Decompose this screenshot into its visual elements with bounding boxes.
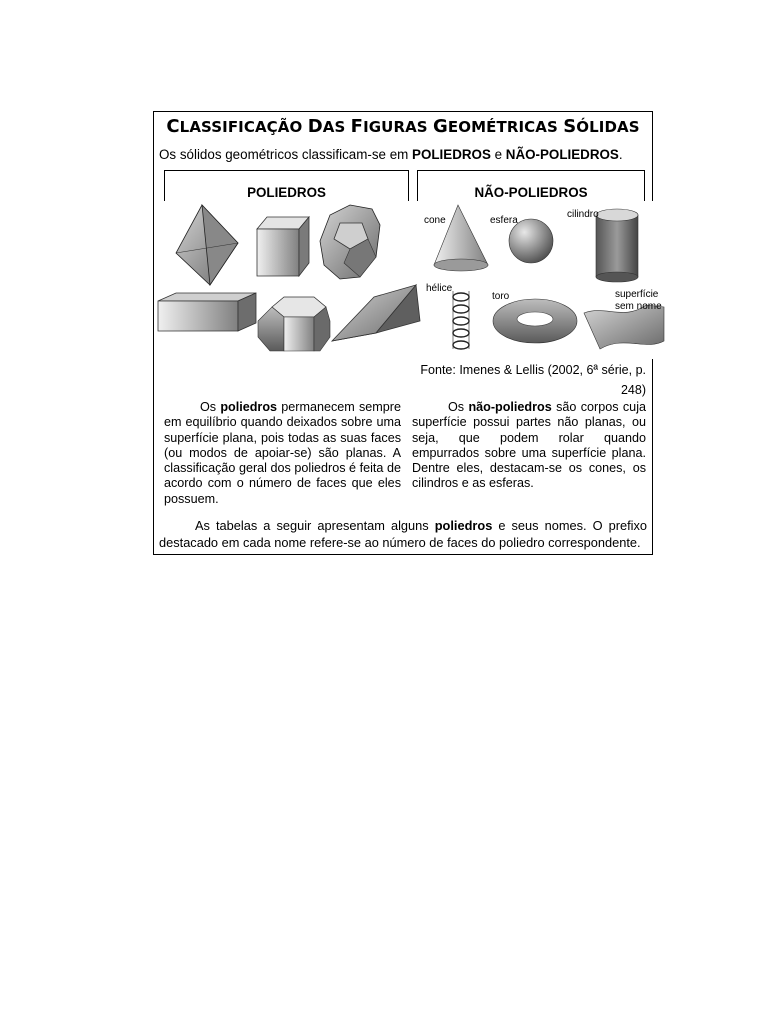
poliedros-box <box>164 170 409 205</box>
cylinder-label: cilindro <box>567 209 599 220</box>
cylinder-shape <box>596 209 638 282</box>
poliedros-paragraph: Os poliedros permanecem sempre em equilíbrio quando deixados sobre uma superfície plana, pois todas as suas faces (ou modos de apoiar-se) são planas. A classificação geral dos poliedros é feita de acordo com o número de faces que eles possuem. <box>164 400 401 506</box>
nao-poliedros-box <box>417 170 645 205</box>
source-citation: Fonte: Imenes & Lellis (2002, 6ª série, p. 248) <box>420 363 646 397</box>
hexagonal-prism-shape <box>258 297 330 351</box>
torus-label: toro <box>492 291 510 302</box>
cone-label: cone <box>424 215 446 226</box>
solids-illustration <box>154 201 665 359</box>
helix-shape <box>453 291 469 349</box>
helix-label: hélice <box>426 283 453 294</box>
document-frame <box>153 111 662 555</box>
triangular-prism-shape <box>332 285 420 341</box>
poliedros-heading: POLIEDROS <box>247 185 326 200</box>
tables-intro-paragraph: As tabelas a seguir apresentam alguns poliedros e seus nomes. O prefixo destacado em cada nome refere-se ao número de faces do poliedro correspondente. <box>159 518 647 550</box>
nao-poliedros-paragraph: Os não-poliedros são corpos cuja superfície possui partes não planas, ou seja, que podem rolar quando empurrados sobre uma superfície plana. Dentre eles, destacam-se os cones, os cilindros e as esferas. <box>412 400 646 491</box>
torus-shape <box>493 299 577 343</box>
surface-label-line1: superfície <box>615 289 659 300</box>
nao-poliedros-heading: NÃO-POLIEDROS <box>474 185 588 200</box>
octahedron-shape <box>176 205 238 285</box>
rectangular-prism-shape <box>158 293 256 331</box>
intro-sentence: Os sólidos geométricos classificam-se em POLIEDROS e NÃO-POLIEDROS. <box>159 147 623 162</box>
truncated-polyhedron-shape <box>320 205 380 279</box>
surface-label-line2: sem nome <box>615 301 662 312</box>
cube-shape <box>257 217 309 276</box>
sphere-label: esfera <box>490 215 518 226</box>
page-title: CLASSIFICAÇÃO DAS FIGURAS GEOMÉTRICAS SÓLIDAS <box>166 116 640 137</box>
